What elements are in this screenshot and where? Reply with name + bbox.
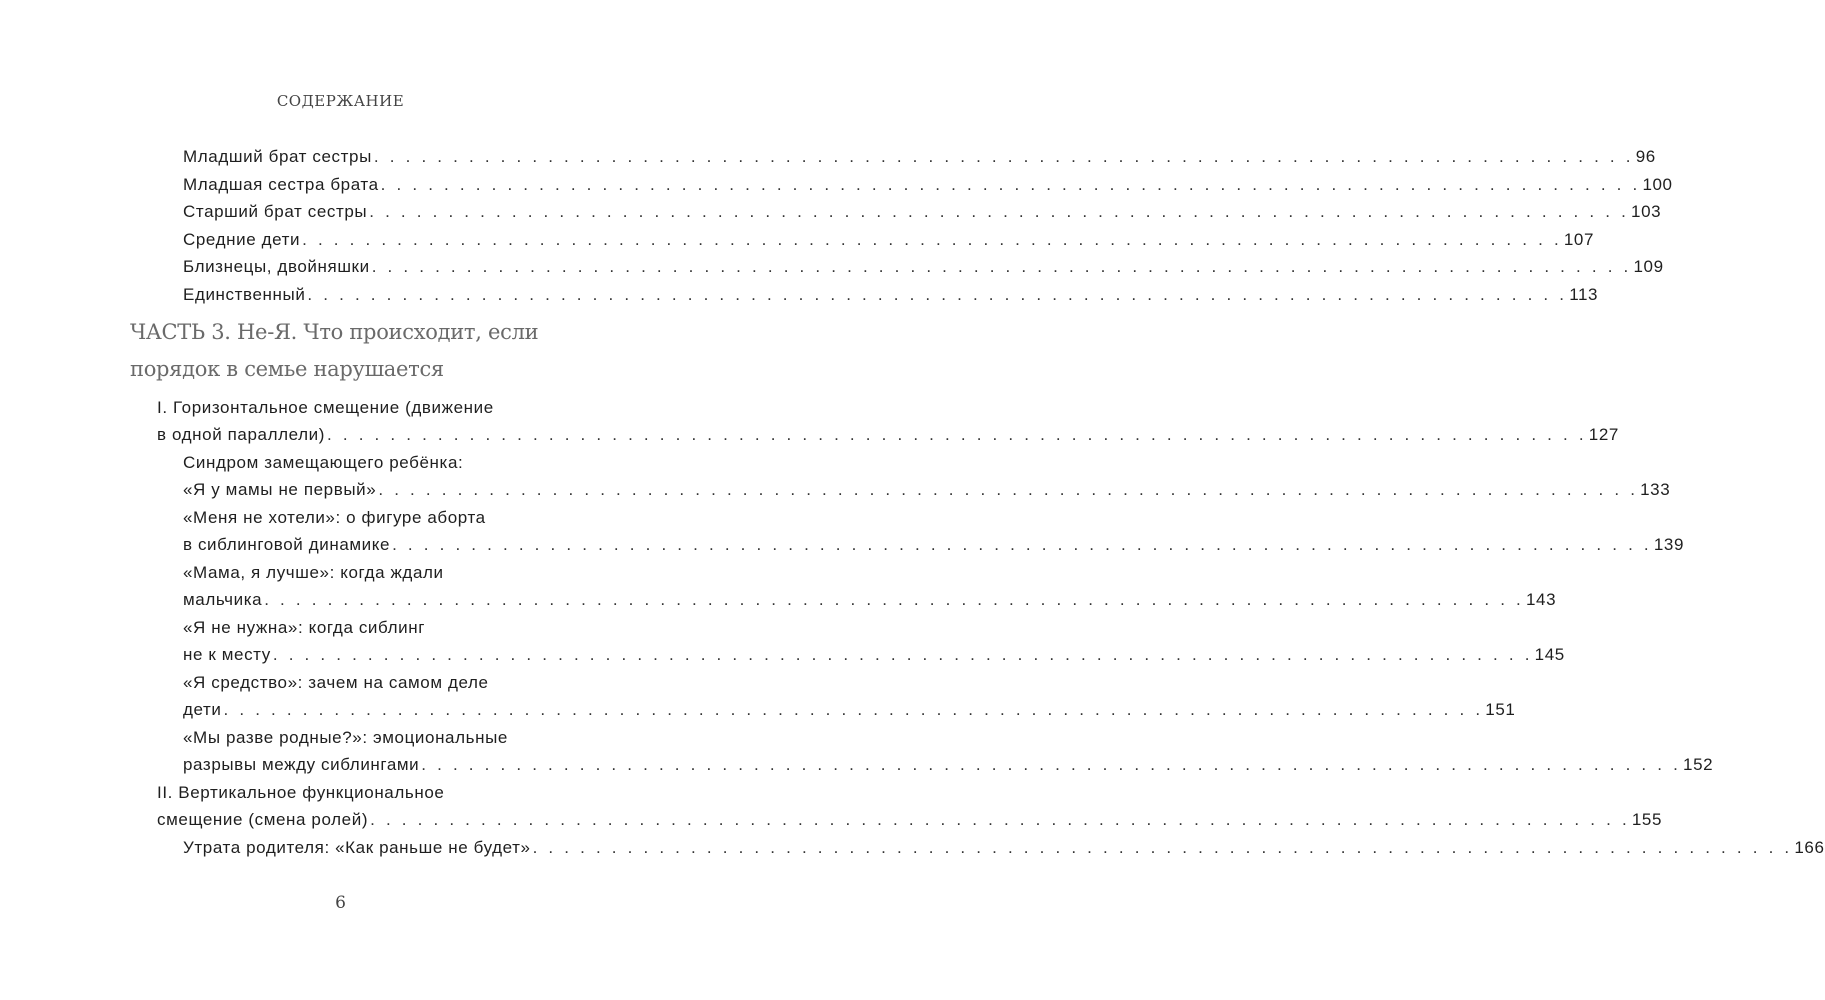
leader-dots: . . . . . . . . . . . . . . . . . . . . . . . . . . . . . . . . . . . . . . . . . . . . . . . . . . . . . . . . . . . . . . . . . . . . . . . . . . . . . . . . [421,755,1682,774]
toc-entry[interactable] [0,504,1685,559]
toc-entry-title: мальчика [183,590,263,609]
leader-dots: . . . . . . . . . . . . . . . . . . . . . . . . . . . . . . . . . . . . . . . . . . . . . . . . . . . . . . . . . . . . . . . . . . . . . . . . . . . . . . . . [380,174,1641,194]
leader-dots: . . . . . . . . . . . . . . . . . . . . . . . . . . . . . . . . . . . . . . . . . . . . . . . . . . . . . . . . . . . . . . . . . . . . . . . . . . . . . . . . [532,837,1793,857]
toc-entry[interactable] [0,171,1673,199]
leader-dots: . . . . . . . . . . . . . . . . . . . . . . . . . . . . . . . . . . . . . . . . . . . . . . . . . . . . . . . . . . . . . . . . . . . . . . . . . . . . . . . . [223,700,1484,719]
toc-page-number: 133 [1640,480,1671,499]
toc-entry-title: «Я средство»: зачем на самом деле [183,672,489,692]
toc-page-number: 113 [1569,284,1599,304]
leader-dots: . . . . . . . . . . . . . . . . . . . . . . . . . . . . . . . . . . . . . . . . . . . . . . . . . . . . . . . . . . . . . . . . . . . . . . . . . . . . . . . . [264,590,1524,609]
toc-entry-title: не к месту [183,645,271,664]
toc-entry-title: в сиблинговой динамике [183,535,391,554]
toc-entry-title: «Я не нужна»: когда сиблинг [183,617,426,637]
toc-page-number: 127 [1588,425,1619,444]
toc-entry-title: разрывы между сиблингами [183,755,420,774]
toc-entry[interactable] [0,198,1662,226]
toc-page-number: 155 [1631,810,1663,829]
toc-entry-title: «Я у мамы не первый» [183,480,377,499]
toc-entry[interactable] [0,559,1557,614]
toc-entry[interactable] [0,834,1825,862]
toc-page-number: 152 [1683,755,1714,774]
toc-page-number: 107 [1563,229,1595,249]
toc-entry-title: «Мама, я лучше»: когда ждали [183,562,444,582]
toc-entry[interactable] [0,614,1565,669]
toc-entry[interactable] [0,143,1656,171]
toc-page-number: 103 [1631,202,1662,221]
leader-dots: . . . . . . . . . . . . . . . . . . . . . . . . . . . . . . . . . . . . . . . . . . . . . . . . . . . . . . . . . . . . . . . . . . . . . . . . . . . . . . . . [371,257,1632,276]
toc-entry-title: Единственный [183,284,306,304]
toc-entry-title: II. Вертикальное функциональное [157,782,445,802]
toc-page-number: 96 [1635,147,1656,166]
toc-entry[interactable] [0,779,1663,834]
toc-entry-title: Старший брат сестры [183,202,368,221]
toc-entry-title: Младшая сестра брата [183,174,379,194]
toc-entry-title: I. Горизонтальное смещение (движение [157,397,494,417]
toc-entry-title: Средние дети [183,229,301,249]
toc-page-number: 145 [1534,645,1565,664]
toc-entry[interactable] [0,724,1714,779]
toc-entry[interactable] [0,394,1619,449]
leader-dots: . . . . . . . . . . . . . . . . . . . . . . . . . . . . . . . . . . . . . . . . . . . . . . . . . . . . . . . . . . . . . . . . . . . . . . . . . . . . . . . . [327,425,1587,444]
toc-entry[interactable] [0,226,1595,254]
toc-entry-title: Близнецы, двойняшки [183,257,370,276]
toc-entry-title: в одной параллели) [157,425,325,444]
page-number: 6 [335,893,346,913]
toc-entry-title: Младший брат сестры [183,147,372,166]
toc-entry-title: «Меня не хотели»: о фигуре аборта [183,507,486,527]
toc-entry[interactable] [0,281,1599,309]
toc-entry[interactable] [0,253,1664,281]
leader-dots: . . . . . . . . . . . . . . . . . . . . . . . . . . . . . . . . . . . . . . . . . . . . . . . . . . . . . . . . . . . . . . . . . . . . . . . . . . . . . . . . [369,202,1630,221]
leader-dots: . . . . . . . . . . . . . . . . . . . . . . . . . . . . . . . . . . . . . . . . . . . . . . . . . . . . . . . . . . . . . . . . . . . . . . . . . . . . . . . . [392,535,1652,554]
toc-page-number: 139 [1653,535,1685,554]
page-title: СОДЕРЖАНИЕ [276,92,405,110]
leader-dots: . . . . . . . . . . . . . . . . . . . . . . . . . . . . . . . . . . . . . . . . . . . . . . . . . . . . . . . . . . . . . . . . . . . . . . . . . . . . . . . . [378,480,1639,499]
toc-page-number: 109 [1633,257,1664,276]
toc-page-number: 143 [1525,590,1557,609]
leader-dots: . . . . . . . . . . . . . . . . . . . . . . . . . . . . . . . . . . . . . . . . . . . . . . . . . . . . . . . . . . . . . . . . . . . . . . . . . . . . . . . . [307,284,1568,304]
toc-entry-title: Утрата родителя: «Как раньше не будет» [183,837,531,857]
toc-entry-title: смещение (смена ролей) [157,810,369,829]
part-heading: ЧАСТЬ 3. Не-Я. Что происходит, если порядок в семье нарушается [130,319,539,381]
table-of-contents [0,143,1825,861]
toc-page-number: 151 [1485,700,1516,719]
toc-entry[interactable] [0,669,1516,724]
toc-entry-title: Синдром замещающего ребёнка: [183,452,464,472]
leader-dots: . . . . . . . . . . . . . . . . . . . . . . . . . . . . . . . . . . . . . . . . . . . . . . . . . . . . . . . . . . . . . . . . . . . . . . . . . . . . . . . . [302,229,1562,249]
leader-dots: . . . . . . . . . . . . . . . . . . . . . . . . . . . . . . . . . . . . . . . . . . . . . . . . . . . . . . . . . . . . . . . . . . . . . . . . . . . . . . . . [373,147,1634,166]
toc-page-number: 166 [1794,837,1825,857]
toc-entry-title: дети [183,700,222,719]
leader-dots: . . . . . . . . . . . . . . . . . . . . . . . . . . . . . . . . . . . . . . . . . . . . . . . . . . . . . . . . . . . . . . . . . . . . . . . . . . . . . . . . [370,810,1630,829]
toc-entry[interactable] [0,449,1671,504]
toc-page-number: 100 [1642,174,1673,194]
leader-dots: . . . . . . . . . . . . . . . . . . . . . . . . . . . . . . . . . . . . . . . . . . . . . . . . . . . . . . . . . . . . . . . . . . . . . . . . . . . . . . . . [272,645,1533,664]
toc-entry-title: «Мы разве родные?»: эмоциональные [183,727,508,747]
